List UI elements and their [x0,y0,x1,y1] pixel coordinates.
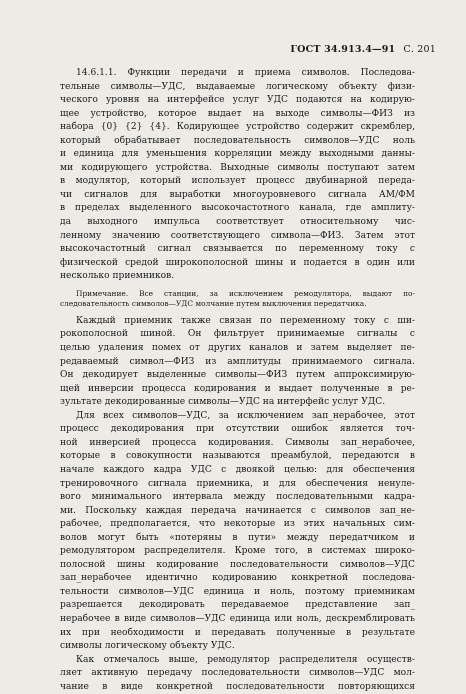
text-line: тельности символов—УДС единица и ноль, поэтому приемникам [60,586,415,597]
note-line: Примечание. Все станции, за исключением ремодулятора, выдают по- [76,288,415,298]
text-line: нерабочее в виде символов—УДС единица или ноль, дескремблировать [60,613,415,624]
text-line: редаваемый символ—ФИЗ из амплитуды принимаемого сигнала. [60,356,415,367]
text-line: физической средой широкополосной шины и подается в один или [60,257,415,268]
paragraph-remodulator [60,654,415,694]
text-line: процесс декодирования при отсутствии ошибок является точ- [60,424,415,435]
text-line: зультате декодированные символы—УДС на интерфейс услуг УДС. [60,397,386,408]
text-line: тренировочного сигнала приемника, и для обеспечения ненуле- [60,478,415,489]
page-number: С. 201 [403,44,436,55]
text-line: чи сигналов для выработки многоуровневого сигнала АМ/ФМ [60,189,415,200]
text-line: ленному значению соответствующего символа—ФИЗ. Затем этот [60,230,415,241]
text-line: высокочастотный сигнал связывается по переменному току с [60,244,415,255]
paragraph-preamble [60,410,415,654]
text-line: полосной шины кодирование последовательности символов—УДС [60,559,415,570]
note-line: следовательность символов—УДС молчание путем выключения передатчика. [60,299,367,309]
text-line: начале каждого кадра УДС с двоякой целью: для обеспечения [60,464,415,475]
text-line: рокополосной шиной. Он фильтрует принимаемые сигналы с [60,329,415,340]
paragraph-14-6-1-1 [60,67,415,284]
text-line: рабочее, предполагается, что некоторые из этих начальных сим- [60,519,415,530]
document-body [60,67,415,694]
text-line: ми. Поскольку каждая передача начинается с символов зап_не- [60,505,415,516]
note [60,289,415,310]
text-line: в пределах выделенного высокочастотного канала, где амплиту- [60,203,415,214]
text-line: тельные символы—УДС, выдаваемые логическому объекту физи- [60,81,415,92]
text-line: Он декодирует выделенные символы—ФИЗ путем аппроксимирую- [60,370,415,381]
standard-title: ГОСТ 34.913.4—91 [290,44,396,55]
text-line: ми кодирующего устройства. Выходные символы поступают затем [60,162,415,173]
text-line: Для всех символов—УДС, за исключением зап_нерабочее, этот [76,410,415,421]
text-line: символы логическому объекту УДС. [60,641,235,652]
text-line: несколько приемников. [60,271,175,282]
text-line: Каждый приемник также связан по переменному току с ши- [76,315,415,326]
text-line: ляет активную передачу последовательности символов—УДС мол- [60,668,415,679]
text-line: ной инверсией процесса кодирования. Символы зап_нерабочее, [60,437,415,448]
text-line: зап_нерабочее идентично кодированию конкретной последова- [60,573,415,584]
text-line: вого минимального интервала между последовательными кадра- [60,492,415,503]
text-line: и единица для уменьшения корреляции между выходными данны- [60,149,415,160]
text-line: да выходного импульса соответствует относительному чис- [60,217,415,228]
text-line: щее устройство, которое выдает на выходе символы—ФИЗ из [60,108,415,119]
page-header [290,44,436,55]
text-line: в модулятор, который использует процесс двубинарной переда- [60,176,415,187]
text-line: целью удаления помех от других каналов и затем выделяет пе- [60,343,415,354]
text-line: разрешается декодировать передаваемое представление зап_ [60,600,415,611]
text-line: щей инверсии процесса кодирования и выдает полученные в ре- [60,383,415,394]
text-line: чание в виде конкретной последовательности повторяющихся [60,681,415,692]
text-line: набора {0} {2} {4}. Кодирующее устройство содержит скремблер, [60,122,415,133]
paragraph-receiver [60,315,415,410]
text-line: их при необходимости и передавать полученные в результате [60,627,415,638]
text-line: которые в совокупности называются преамбулой, передаются в [60,451,415,462]
text-line: Как отмечалось выше, ремодулятор распределителя осуществ- [76,654,415,665]
text-line: 14.6.1.1. Функции передачи и приема символов. Последова- [76,68,415,78]
text-line: который обрабатывает последовательность символов—УДС ноль [60,135,415,146]
text-line: ческого уровня на интерфейсе услуг УДС подаются на кодирую- [60,95,415,106]
text-line: ремодулятором распределителя. Кроме того, в системах широко- [60,546,415,557]
text-line: волов могут быть «потеряны в пути» между передатчиком и [60,532,415,543]
